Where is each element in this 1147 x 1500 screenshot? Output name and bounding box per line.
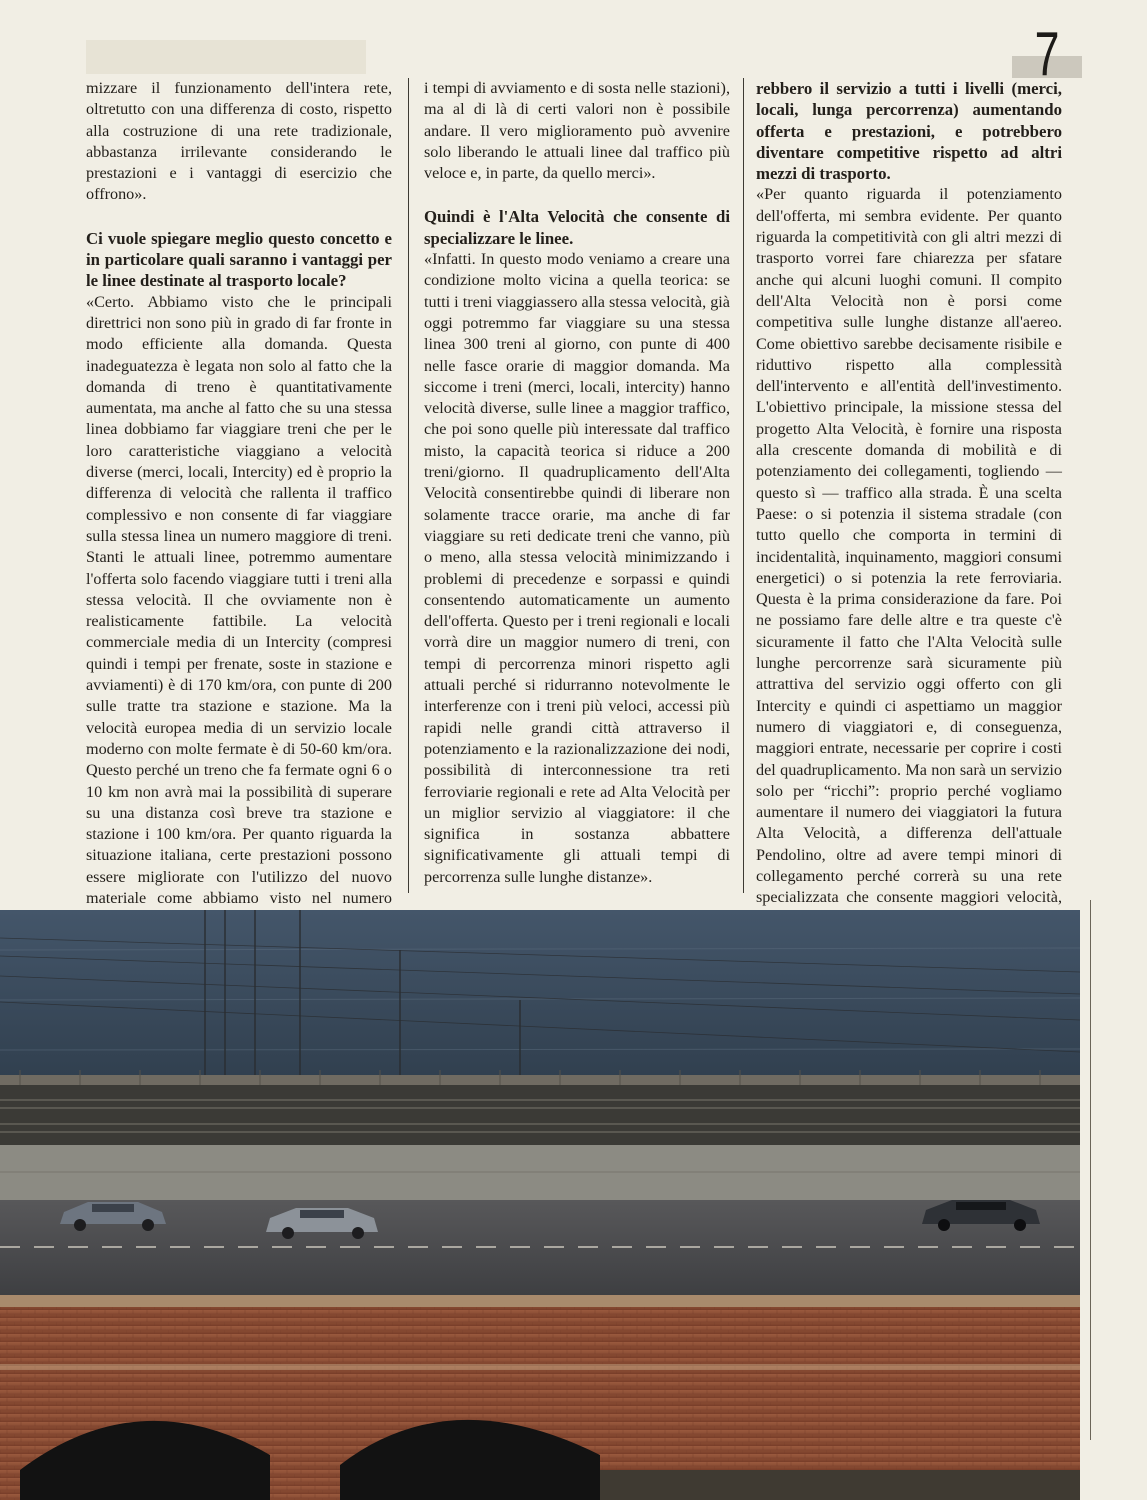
column-1 bbox=[86, 78, 392, 973]
column-3 bbox=[756, 78, 1062, 974]
column-divider-1 bbox=[408, 78, 409, 893]
railway-embankment bbox=[0, 1085, 1080, 1145]
page-number: 7 bbox=[1034, 20, 1060, 89]
paragraph-intro: mizzare il funzionamento dell'intera rete, oltretutto con una differenza di costo, rispetto alla costruzione di una rete tradizionale, abbastanza irrilevante considerando le prestazioni e i vantaggi di esercizio che offrono». bbox=[86, 79, 392, 204]
photo-illustration bbox=[0, 910, 1080, 1500]
page-margin-rule bbox=[1090, 900, 1091, 1440]
viaduct-parapet bbox=[0, 1295, 1080, 1307]
interview-answer-2: «Infatti. In questo modo veniamo a creare una condizione molto vicina a quella teorica: se tutti i treni viaggiassero alla stessa velocità, già oggi potremmo far viaggiare su una stessa linea 300 treni al giorno, con punte di 400 nelle fasce orarie di maggior domanda. Ma siccome i treni (merci, locali, intercity) hanno velocità diverse, sulle linee a maggior traffico, che poi sono quelle più interessate dal traffico misto, la capacità teorica si riduce a 200 treni/giorno. Il quadruplicamento dell'Alta Velocità consentirebbe quindi di liberare non solamente tracce orarie, ma anche di far viaggiare su reti dedicate treni che vanno, più o meno, alla stessa velocità minimizzando i problemi di precedenze e sorpassi e quindi consentendo automaticamente un aumento dell'offerta. Questo per i treni regionali e locali vorrà dire un maggior numero di treni, con tempi di percorrenza minori rispetto agli attuali perché si ridurranno notevolmente le interferenze con i treni più veloci, accessi più rapidi nelle grandi città attraverso il potenziamento e la razionalizzazione dei nodi, possibilità di interconnessione tra reti ferroviarie regionali e rete ad Alta Velocità per un miglior servizio al viaggiatore: il che significa in sostanza abbattere significativamente gli attuali tempi di percorrenza sulle lunghe distanze». bbox=[424, 250, 730, 886]
interview-question-3-continued: rebbero il servizio a tutti i livelli (merci, locali, lunga percorrenza) aumentando offerta e prestazioni, e potrebbero diventare competitive rispetto ad altri mezzi di trasporto. bbox=[756, 79, 1062, 184]
header-band bbox=[86, 40, 366, 74]
photo-viaduct-highway bbox=[0, 910, 1080, 1500]
interview-question-2: Quindi è l'Alta Velocità che consente di specializzare le linee. bbox=[424, 207, 730, 248]
interview-answer-1: «Certo. Abbiamo visto che le principali direttrici non sono più in grado di far fronte in modo efficiente alla domanda. Questa inadeguatezza è legata non solo al fatto che la domanda di treno è quantitativamente aumentata, ma anche al fatto che su una stessa linea dobbiamo far viaggiare treni che per le loro caratteristiche viaggiano a velocità diverse (merci, locali, Intercity) ed è proprio la differenza di velocità che rallenta il traffico complessivo e non consente di far viaggiare sulla stessa linea un numero maggiore di treni. Stanti le attuali linee, potremmo aumentare l'offerta solo facendo viaggiare tutti i treni alla stessa velocità. Il che ovviamente non è realisticamente fattibile. La velocità commerciale media di un Intercity (compresi quindi i tempi per frenate, soste in stazione e avviamenti) è di 170 km/ora, con punte di 200 sulle tratte tra stazione e stazione. Ma la velocità europea media di un servizio locale moderno con molte fermate è di 50-60 km/ora. Questo perché un treno che fa fermate ogni 6 o 10 km non avrà mai la possibilità di superare su una distanza così breve tra stazione e stazione i 100 km/ora. Per quanto riguarda la situazione italiana, certe prestazioni possono essere migliorate con l'utilizzo del nuovo materiale come abbiamo visto nel numero bbox=[86, 292, 392, 907]
riverbank bbox=[600, 1470, 1080, 1500]
article-body bbox=[86, 78, 1062, 907]
viaduct-stone-trim bbox=[0, 1364, 1080, 1370]
interview-answer-3: «Per quanto riguarda il potenziamento dell'offerta, mi sembra evidente. Per quanto riguarda la competitività con gli altri mezzi di trasporto vorrei fare chiarezza per sfatare anche qui alcuni luoghi comuni. Il compito dell'Alta Velocità non è porsi come competitiva sulle lunghe distanze all'aereo. Come obiettivo sarebbe decisamente risibile e riduttivo rispetto alla complessità dell'intervento e all'entità dell'investimento. L'obiettivo principale, la missione stessa del progetto Alta Velocità, è fornire una risposta alla crescente domanda di mobilità e di potenziamento dei collegamenti, togliendo — questo sì — traffico alla strada. È una scelta Paese: o si potenzia il sistema stradale (con tutto quello che comporta in termini di incidentalità, inquinamento, maggiori consumi energetici) o si potenzia la rete ferroviaria. Questa è la prima considerazione da fare. Poi ne possiamo fare delle altre e tra queste c'è sicuramente il fatto che l'Alta Velocità sulle lunghe percorrenze sarà sicuramente più attrattiva del servizio oggi offerto con gli Intercity e quindi ci aspettiamo un maggior numero di viaggiatori e, di conseguenza, maggiori entrate, necessarie per coprire i costi del quadruplicamento. Ma non sarà un servizio solo per “ricchi”: proprio perché vogliamo aumentare il numero dei viaggiatori la futura Alta Velocità, a differenza dell'attuale Pendolino, oltre ad avere tempi minori di collegamento perché correrà su una rete specializzata che consente maggiori velocità, bbox=[756, 185, 1062, 907]
interview-question-1: Ci vuole spiegare meglio questo concetto e in particolare quali saranno i vantaggi per le linee destinate al trasporto locale? bbox=[86, 228, 392, 291]
column-2 bbox=[424, 78, 730, 961]
sea-wall-railing bbox=[0, 1075, 1080, 1085]
paragraph-continued: i tempi di avviamento e di sosta nelle stazioni), ma al di là di certi valori non è possibile andare. Il vero miglioramento può avvenire solo liberando le attuali linee dal traffico più veloce e, in parte, da quello merci». bbox=[424, 79, 730, 183]
column-divider-2 bbox=[743, 78, 744, 893]
